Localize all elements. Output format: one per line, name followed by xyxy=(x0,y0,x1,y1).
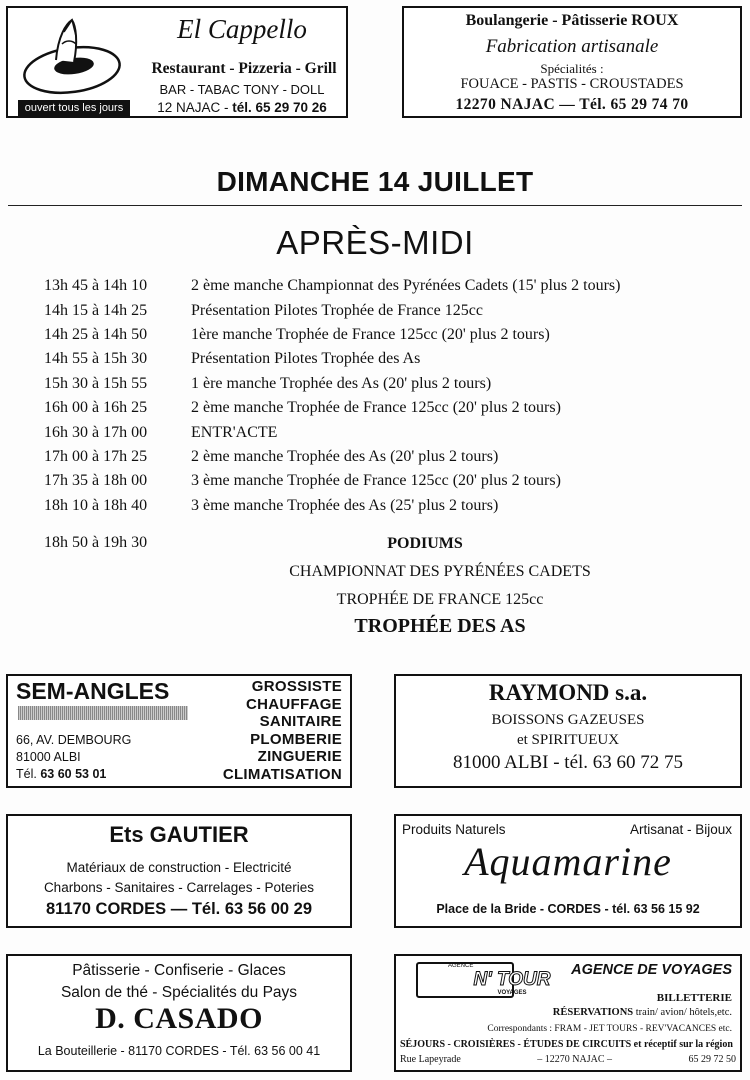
schedule-time: 14h 25 à 14h 50 xyxy=(44,325,148,343)
roux-tagline: Fabrication artisanale xyxy=(485,36,659,57)
gautier-contact: 81170 CORDES — Tél. 63 56 00 29 xyxy=(46,900,312,918)
sem-trade: GROSSISTE xyxy=(251,678,342,695)
sem-phone: 63 60 53 01 xyxy=(40,767,107,781)
ad-boulangerie-roux xyxy=(402,6,742,118)
ntour-logo-brand: N' TOUR xyxy=(473,969,551,990)
cappello-phone: tél. 65 29 70 26 xyxy=(232,100,327,115)
ntour-contact xyxy=(400,1054,736,1065)
ntour-reservations xyxy=(553,1007,732,1018)
schedule-row xyxy=(44,323,744,347)
schedule-row xyxy=(44,494,744,518)
divider xyxy=(8,205,742,206)
schedule-event: ENTR'ACTE xyxy=(191,423,278,441)
ntour-sejours: SÉJOURS - CROISIÈRES - ÉTUDES DE CIRCUITS et réceptif sur la région xyxy=(400,1039,733,1050)
cappello-bar-tabac: BAR - TABAC TONY - DOLL xyxy=(159,82,325,97)
sem-decorative-bar xyxy=(18,706,188,720)
ntour-logo-agence: AGENCE xyxy=(448,963,474,969)
ntour-title: AGENCE DE VOYAGES xyxy=(571,962,732,978)
aqua-address: Place de la Bride - CORDES - tél. 63 56 15 92 xyxy=(436,902,700,916)
ad-ets-gautier xyxy=(6,814,352,928)
schedule-row xyxy=(44,298,744,322)
cappello-town: 12 NAJAC - xyxy=(157,100,233,115)
cappello-services: Restaurant - Pizzeria - Grill xyxy=(151,60,337,77)
sem-city: 81000 ALBI xyxy=(16,750,81,764)
ntour-logo xyxy=(416,962,551,998)
raymond-contact: 81000 ALBI - tél. 63 60 72 75 xyxy=(452,752,684,773)
schedule-time: 18h 10 à 18h 40 xyxy=(44,496,148,514)
schedule-list xyxy=(44,274,744,518)
roux-contact: 12270 NAJAC — Tél. 65 29 74 70 xyxy=(455,96,689,113)
schedule-event: Présentation Pilotes Trophée des As xyxy=(191,350,421,368)
cappello-contact xyxy=(138,100,346,115)
schedule-event: 2 ème manche Championnat des Pyrénées Cadets (15' plus 2 tours) xyxy=(191,277,621,295)
ad-sem-angles xyxy=(6,674,352,788)
schedule-event: 2 ème manche Trophée des As (20' plus 2 tours) xyxy=(191,447,499,465)
podium-title: PODIUMS xyxy=(387,535,463,552)
aqua-natural-products: Produits Naturels xyxy=(402,822,506,837)
roux-specialties: FOUACE - PASTIS - CROUSTADES xyxy=(460,76,684,92)
sem-street: 66, AV. DEMBOURG xyxy=(16,733,132,747)
ntour-city: – 12270 NAJAC – xyxy=(537,1054,613,1065)
schedule-event: 3 ème manche Trophée des As (25' plus 2 tours) xyxy=(191,496,499,514)
ntour-billetterie: BILLETTERIE xyxy=(656,992,732,1004)
schedule-row xyxy=(44,469,744,493)
schedule-time: 14h 15 à 14h 25 xyxy=(44,301,148,319)
casado-address: La Bouteillerie - 81170 CORDES - Tél. 63 56 00 41 xyxy=(37,1044,321,1058)
ad-raymond xyxy=(394,674,742,788)
schedule-time: 16h 30 à 17h 00 xyxy=(44,423,148,441)
sem-trade: CHAUFFAGE xyxy=(245,695,342,713)
casado-name: D. CASADO xyxy=(95,1002,263,1035)
podium-time: 18h 50 à 19h 30 xyxy=(44,534,148,551)
ntour-street: Rue Lapeyrade xyxy=(400,1054,461,1065)
podium-item: TROPHÉE DE FRANCE 125cc xyxy=(336,591,544,608)
schedule-row xyxy=(44,372,744,396)
ad-ntour-agency xyxy=(394,954,742,1072)
roux-specialties-label: Spécialités : xyxy=(540,61,604,76)
ad-d-casado xyxy=(6,954,352,1072)
roux-title: Boulangerie - Pâtisserie ROUX xyxy=(465,12,679,29)
schedule-time: 15h 30 à 15h 55 xyxy=(44,374,148,392)
section-title: APRÈS-MIDI xyxy=(276,224,474,261)
schedule-time: 17h 00 à 17h 25 xyxy=(44,447,148,465)
gautier-name: Ets GAUTIER xyxy=(109,822,249,847)
schedule-row xyxy=(44,445,744,469)
sem-trade: ZINGUERIE xyxy=(257,748,342,765)
aqua-name: Aquamarine xyxy=(464,839,672,884)
gautier-services: Matériaux de construction - Electricité xyxy=(66,860,292,875)
casado-products: Pâtisserie - Confiserie - Glaces xyxy=(72,962,286,979)
schedule-row xyxy=(44,274,744,298)
casado-salon: Salon de thé - Spécialités du Pays xyxy=(60,984,298,1001)
schedule-row xyxy=(44,420,744,444)
sem-trade: CLIMATISATION xyxy=(222,765,342,783)
day-heading: DIMANCHE 14 JUILLET xyxy=(216,166,534,197)
open-daily-label: ouvert tous les jours xyxy=(18,100,130,116)
sem-phone-label: Tél. xyxy=(16,767,41,781)
raymond-products-2: et SPIRITUEUX xyxy=(516,732,620,748)
sem-trade: SANITAIRE xyxy=(259,713,342,730)
schedule-time: 17h 35 à 18h 00 xyxy=(44,472,148,490)
ad-el-cappello xyxy=(6,6,348,118)
raymond-name: RAYMOND s.a. xyxy=(488,680,648,705)
cappello-name: El Cappello xyxy=(177,14,307,44)
schedule-event: 1 ère manche Trophée des As (20' plus 2 tours) xyxy=(191,374,492,392)
ntour-correspondants: Correspondants : FRAM - JET TOURS - REV'VACANCES etc. xyxy=(487,1024,732,1034)
ntour-reservations-label: RÉSERVATIONS xyxy=(552,1007,634,1018)
schedule-time: 16h 00 à 16h 25 xyxy=(44,399,148,417)
ntour-logo-voyages: VOYAGES xyxy=(497,990,527,996)
schedule-time: 14h 55 à 15h 30 xyxy=(44,350,148,368)
sem-address xyxy=(16,732,131,783)
hat-logo-icon xyxy=(16,14,124,96)
schedule-event: 1ère manche Trophée de France 125cc (20' plus 2 tours) xyxy=(191,325,550,343)
sem-phone-line xyxy=(16,766,131,783)
aqua-crafts: Artisanat - Bijoux xyxy=(629,822,732,837)
raymond-products: BOISSONS GAZEUSES xyxy=(491,712,645,728)
schedule-time: 13h 45 à 14h 10 xyxy=(44,277,148,295)
podium-item: TROPHÉE DES AS xyxy=(354,615,526,637)
schedule-event: Présentation Pilotes Trophée de France 125cc xyxy=(191,301,483,319)
schedule-row xyxy=(44,396,744,420)
ntour-reservations-detail: train/ avion/ hôtels,etc. xyxy=(633,1007,732,1018)
ad-aquamarine xyxy=(394,814,742,928)
gautier-services-2: Charbons - Sanitaires - Carrelages - Poteries xyxy=(43,880,315,895)
ntour-phone: 65 29 72 50 xyxy=(688,1054,736,1065)
schedule-row xyxy=(44,347,744,371)
schedule-event: 3 ème manche Trophée de France 125cc (20' plus 2 tours) xyxy=(191,472,561,490)
podium-item: CHAMPIONNAT DES PYRÉNÉES CADETS xyxy=(289,563,591,580)
sem-name: SEM-ANGLES xyxy=(16,678,170,704)
schedule-event: 2 ème manche Trophée de France 125cc (20' plus 2 tours) xyxy=(191,399,561,417)
sem-trade: PLOMBERIE xyxy=(250,730,342,748)
sem-trades xyxy=(223,678,342,783)
